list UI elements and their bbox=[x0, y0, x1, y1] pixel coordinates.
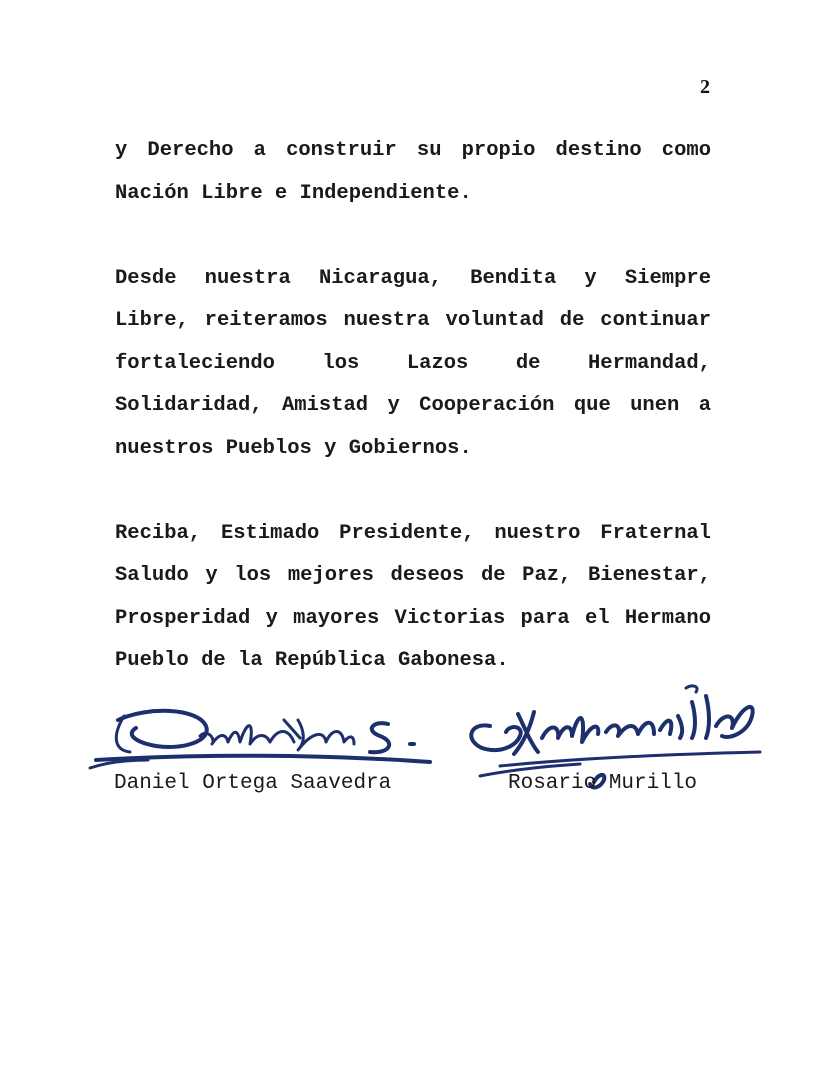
letter-body bbox=[115, 130, 711, 683]
letter-paragraph-1: y Derecho a construir su propio destino como Nación Libre e Independiente. bbox=[115, 139, 711, 205]
letter-paragraph-2: Desde nuestra Nicaragua, Bendita y Siempre Libre, reiteramos nuestra voluntad de continuar fortaleciendo los Lazos de Hermandad, Solidaridad, Amistad y Cooperación que unen a nuestros Pueblos y Gobiernos. bbox=[115, 266, 711, 460]
signatory-name-daniel-ortega: Daniel Ortega Saavedra bbox=[114, 772, 392, 795]
signature-daniel-ortega bbox=[88, 698, 438, 778]
letter-paragraph-3: Reciba, Estimado Presidente, nuestro Fraternal Saludo y los mejores deseos de Paz, Bienestar, Prosperidad y mayores Victorias para el Hermano Pueblo de la República Gabonesa. bbox=[115, 521, 711, 672]
page-number: 2 bbox=[700, 76, 710, 98]
signatory-name-rosario-murillo: Rosario Murillo bbox=[508, 772, 698, 795]
